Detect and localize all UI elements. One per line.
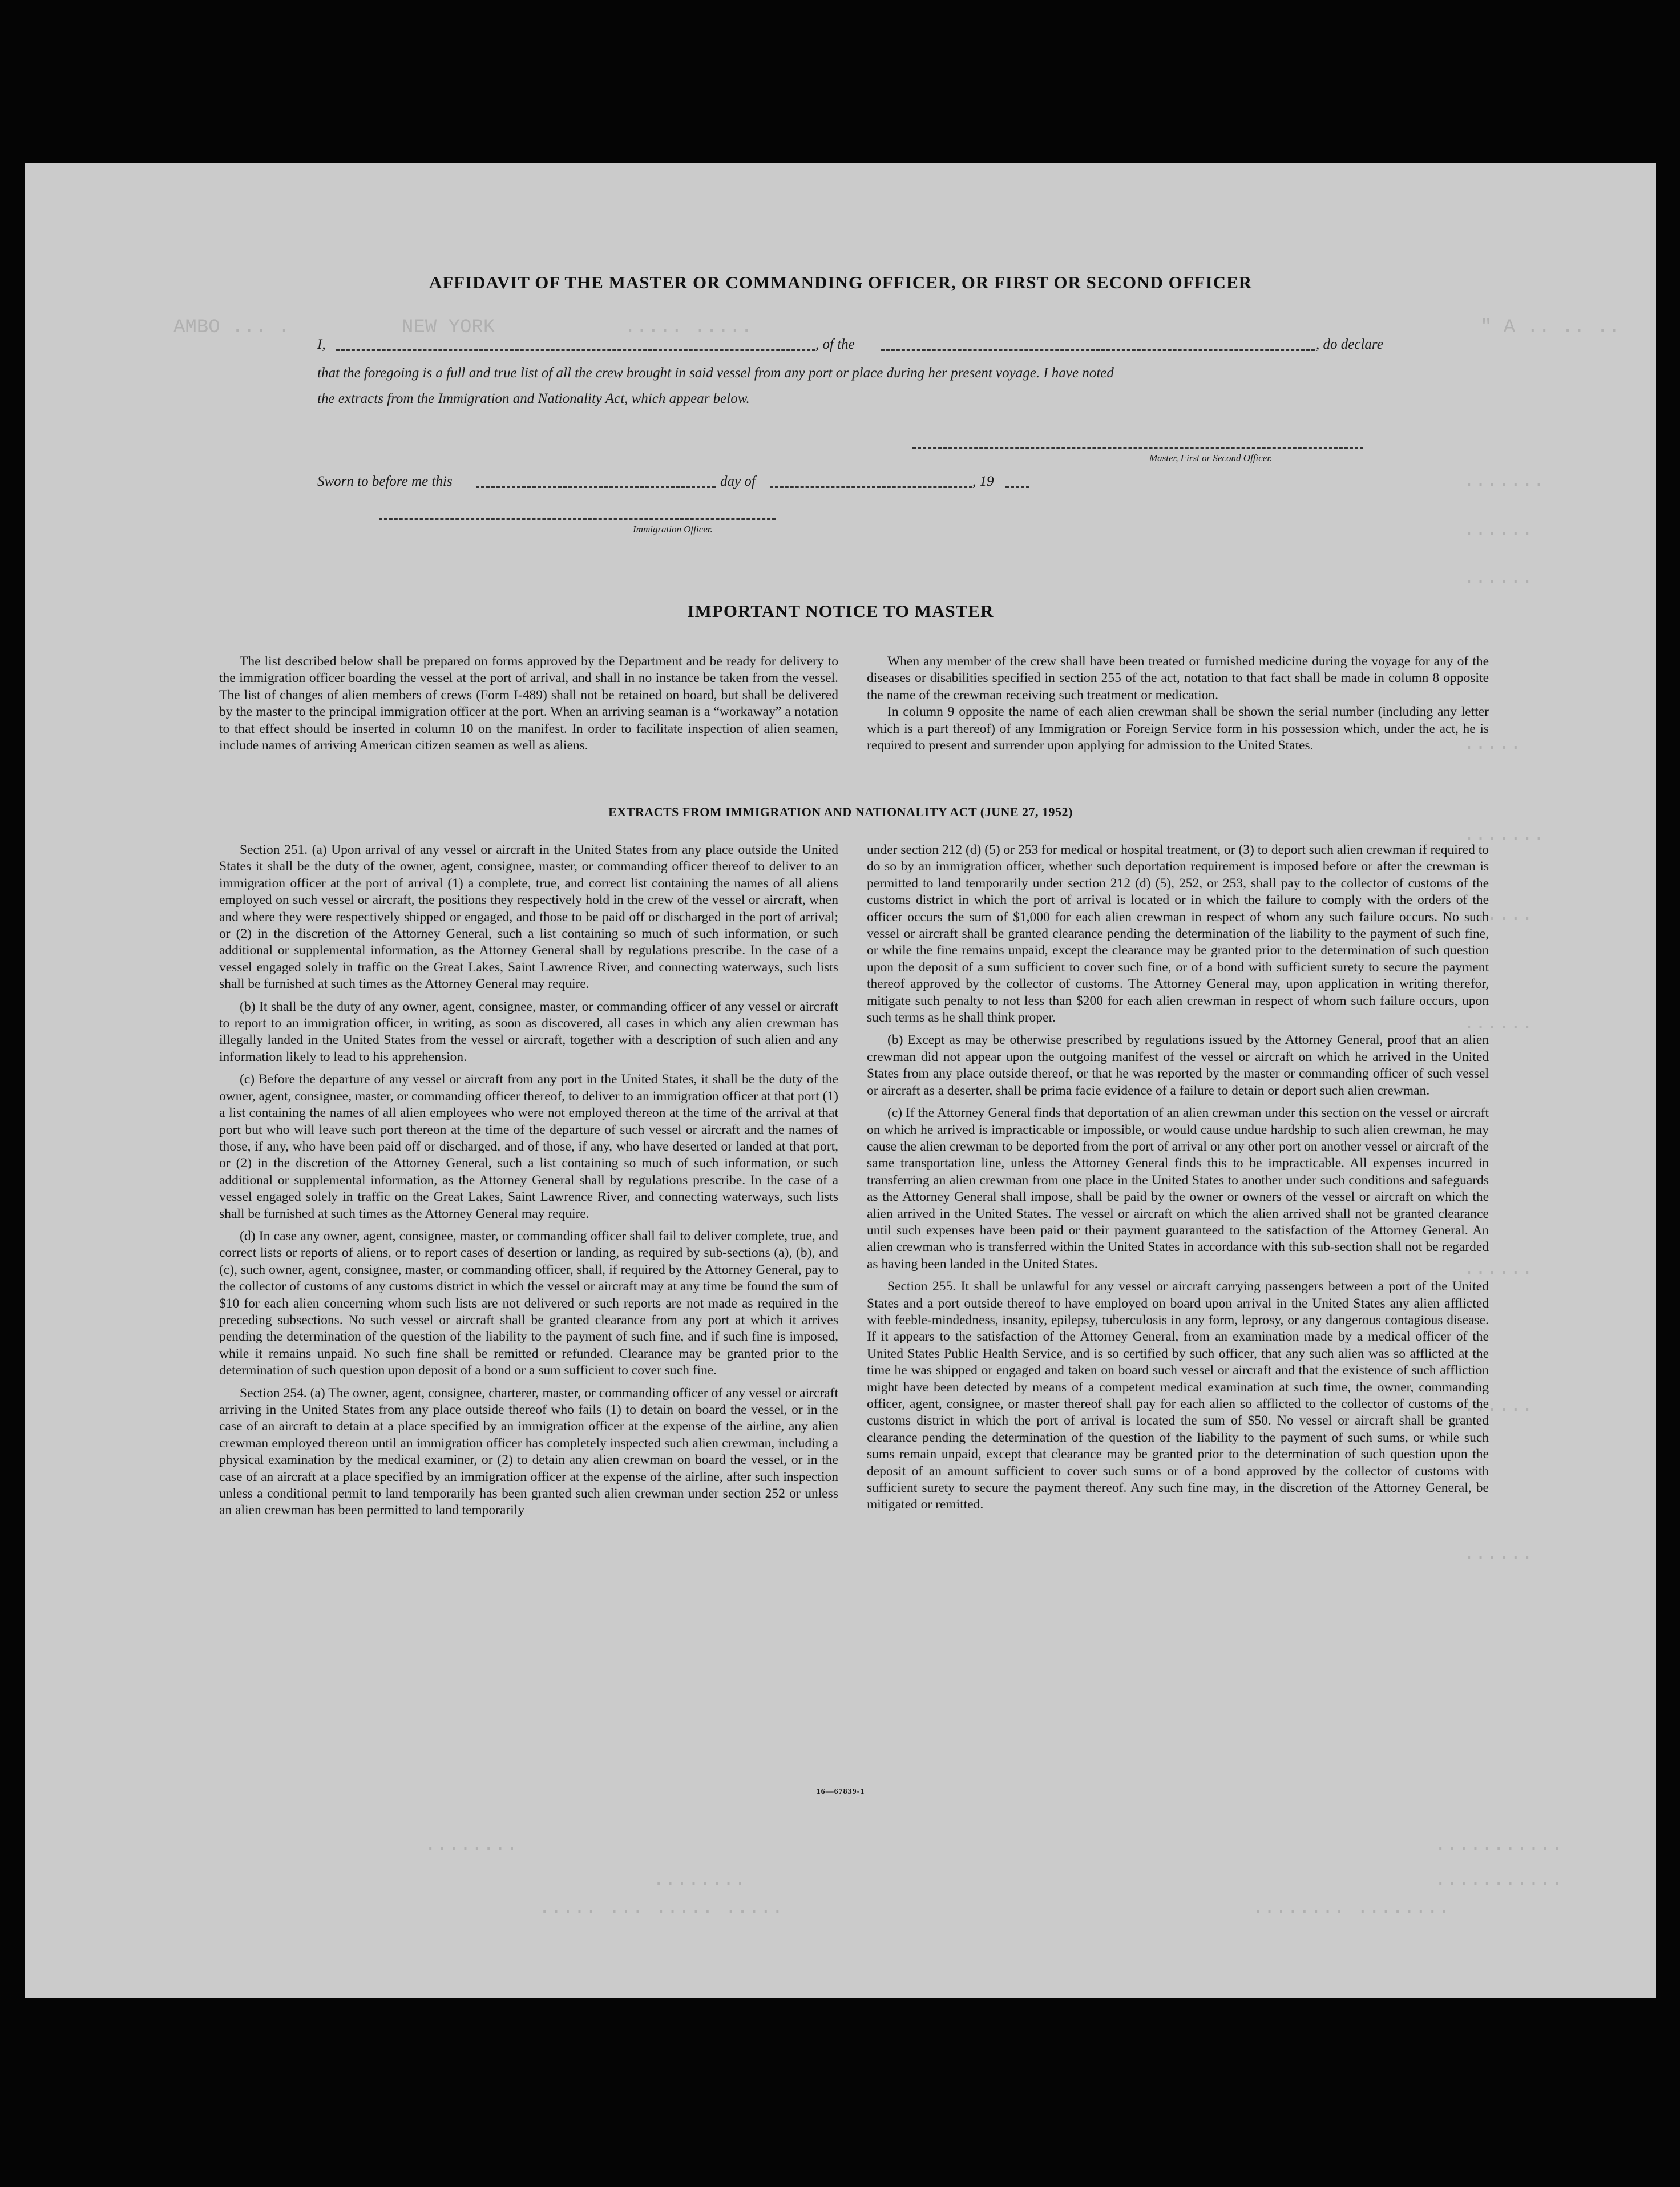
sworn-month-field[interactable] [770,486,972,488]
affidavit-title: AFFIDAVIT OF THE MASTER OR COMMANDING OFFICER, OR FIRST OR SECOND OFFICER [429,272,1253,292]
day-of-label: day of [720,474,756,489]
name-field[interactable] [336,349,815,351]
officer-caption: Immigration Officer. [633,524,713,535]
sworn-year-field[interactable] [1005,486,1029,488]
section-251c: (c) Before the departure of any vessel or aircraft from any port in the United States, it shall be the duty of the owner, agent, consignee, master, or commanding officer thereof, to deliver to an immigration officer at that port (1) a list containing the names of all alien employees who were not employed thereon at the time of the arrival at that port but who will leave such port thereon at the time of the departure of such vessel or aircraft and the names of those, if any, who have been paid off or discharged, and of those, if any, who have deserted or landed at that port, or (2) in the discretion of the Attorney General, such a list containing so much of such information, or such additional or supplemental information, as the Attorney General shall by regulations prescribe. In the case of a vessel engaged solely in traffic on the Great Lakes, Saint Lawrence River, and connecting waterways, such lists shall be furnished at such times as the Attorney General may require. [219,1072,838,1221]
section-251d: (d) In case any owner, agent, consignee, master, or commanding officer shall fail to deliver complete, true, and correct lists or reports of aliens, or to report cases of desertion or landing, as required by sub-sections (a), (b), and (c), such owner, agent, consignee, master, or commanding officer, shall, if required by the Attorney General, pay to the collector of customs of any customs district in which the vessel or aircraft may at any time be found the sum of $10 for each alien concerning whom such lists are not delivered or such reports are not made as required in the preceding subsections. No such vessel or aircraft shall be granted clearance from any port at which it arrives pending the determination of the question of the liability to the payment of such fine, and if such fine is imposed, while it remains unpaid. No such fine shall be remitted or refunded. Clearance may be granted prior to the determination of such question upon deposit of a bond or a sum sufficient to cover such fine. [219,1228,838,1378]
master-signature-line[interactable] [912,447,1363,449]
officer-signature-line[interactable] [379,518,776,520]
notice-right-column [867,653,1489,760]
page-content: AMBO ... . NEW YORK ..... ..... " A .. .. .. ....... ...... ...... ..... ....... ...... ...... ...... ...... ...... ........... ........... ........ ........ ........ ........ ..... ... ..... ..... AFFIDAVIT OF THE MASTER OR COMMANDING OFFICER, OR FIRST OR SECOND OFFICER I, , of the , do declare that the foregoing is a full and true list of all the crew brought in said vessel from any port or place during her present voyage. I have noted the extracts from the Immigration and Nationality Act, which appear below. Master, First or Second Officer. Sworn to before me this day of , 19 Immigration Officer. IMPORTANT NOTICE TO MASTER The list described below shall be prepared on forms approved by the Department and be ready for delivery to the immigration officer boarding the vessel at the port of arrival, and shall in no instance be taken from the vessel. The list of changes of alien members of crews (Form I-489) shall not be retained on board, but shall be delivered by the master to the principal immigration officer at the port. When an arriving seaman is a “workaway” a notation to that effect should be inserted in column 10 on the manifest. In order to facilitate inspection of alien seamen, include names of arriving American citizen seamen as well as aliens. When any member of the crew shall have been treated or furnished medicine during the voyage for any of the diseases or disabilities specified in section 255 of the act, notation to that fact shall be made in column 8 opposite the name of the crewman receiving such treatment or medication. In column 9 opposite the name of each alien crewman shall be shown the serial number (including any letter which is a part thereof) of any Immigration or Foreign Service form in his possession which, under the act, he is required to present and surrender upon applying for admission to the United States. EXTRACTS FROM IMMIGRATION AND NATIONALITY ACT (JUNE 27, 1952) Section 251. (a) Upon arrival of any vessel or aircraft in the United States from any place outside the United States it shall be the duty of the owner, agent, consignee, master, or commanding officer thereof to deliver to an immigration officer at the port of arrival (1) a complete, true, and correct list containing the names of all aliens employed on such vessel or aircraft, the positions they respectively hold in the crew of the vessel or aircraft, when and where they were respectively shipped or engaged, and those to be paid off or discharged in the port of arrival; or (2) in the discretion of the Attorney General, such a list containing so much of such information, or such additional or supplemental information, as the Attorney General shall by regulations prescribe. In the case of a vessel engaged solely in traffic on the Great Lakes, Saint Lawrence River, and connecting waterways, such lists shall be furnished at such times as the Attorney General may require. (b) It shall be the duty of any owner, agent, consignee, master, or commanding officer of any vessel or aircraft to report to an immigration officer, in writing, as soon as discovered, all cases in which any alien crewman has illegally landed in the United States from the vessel or aircraft, together with a description of such alien and any information likely to lead to his apprehension. (c) Before the departure of any vessel or aircraft from any port in the United States, it shall be the duty of the owner, agent, consignee, master, or commanding officer thereof, to deliver to an immigration officer at that port (1) a list containing the names of all alien employees who were not employed thereon at the time of the arrival at that port but who will leave such port thereon at the time of the departure of such vessel or aircraft and the names of those, if any, who have been paid off or discharged, and of those, if any, who have deserted or landed at that port, or (2) in the discretion of the Attorney General, such a list containing so much of such information, or such additional or supplemental information, as the Attorney General shall by regulations prescribe. In the case of a vessel engaged solely in traffic on the Great Lakes, Saint Lawrence River, and connecting waterways, such lists shall be furnished at such times as the Attorney General may require. (d) In case any owner, agent, consignee, master, or commanding officer shall fail to deliver complete, true, and correct lists or reports of aliens, or to report cases of desertion or landing, as required by sub-sections (a), (b), and (c), such owner, agent, consignee, master, or commanding officer, shall, if required by the Attorney General, pay to the collector of customs of any customs district in which the vessel or aircraft may at any time be found the sum of $10 for each alien concerning whom such lists are not delivered or such reports are not made as required in the preceding subsections. No such vessel or aircraft shall be granted clearance from any port at which it arrives pending the determination of the question of the liability to the payment of such fine, and if such fine is imposed, while it remains unpaid. No such fine shall be remitted or refunded. Clearance may be granted prior to the determination of such question upon deposit of a bond or a sum sufficient to cover such fine. Section 254. (a) The owner, agent, consignee, charterer, master, or commanding officer of any vessel or aircraft arriving in the United States from any place outside thereof who fails (1) to detain on board the vessel, or in the case of an aircraft to detain at a place specified by an immigration officer at the expense of the airline, any alien crewman employed thereon until an immigration officer has completely inspected such alien crewman, including a physical examination by the medical examiner, or (2) to detain any alien crewman on board the vessel, or in the case of an aircraft at a place specified by an immigration officer at the expense of the airline, after such inspection unless a conditional permit to land temporarily has been granted such alien crewman under section 252 or unless an alien crewman has been permitted to land temporarily under section 212 (d) (5) or 253 for medical or hospital treatment, or (3) to deport such alien crewman if required to do so by an immigration officer, whether such deportation requirement is imposed before or after the crewman is permitted to land temporarily under section 212 (d) (5), 252, or 253, shall pay to the collector of customs of the customs district in which the port of arrival is located or in which the failure to comply with the orders of the officer occurs the sum of $1,000 for each alien crewman in respect of whom any such failure occurs. No such vessel or aircraft shall be granted clearance pending the determination of the liability to the payment of such fine, or while the fine remains unpaid, except the clearance may be granted prior to the determination of such question upon the deposit of a sum sufficient to cover such fine, or of a bond with sufficient surety to secure the payment thereof approved by the collector of customs. The Attorney General may, upon application in writing therefor, mitigate such penalty to not less than $200 for each alien crewman in respect of whom such failure occurs, upon such terms as he shall think proper. (b) Except as may be otherwise prescribed by regulations issued by the Attorney General, proof that an alien crewman did not appear upon the outgoing manifest of the vessel or aircraft on which he arrived in the United States from any place outside thereof, or that he was reported by the master or commanding officer of such vessel or aircraft as a deserter, shall be prima facie evidence of a failure to detain or deport such alien crewman. (c) If the Attorney General finds that deportation of an alien crewman under this section on the vessel or aircraft on which he arrived is impracticable or impossible, or would cause undue hardship to such alien crewman, he may cause the alien crewman to be deported from the port of arrival or any other port on another vessel or aircraft of the same transportation line, unless the Attorney General finds this to be impracticable. All expenses incurred in transferring an alien crewman from one place in the United States to another under such conditions and safeguards as the Attorney General shall impose, shall be paid by the owner or owners of the vessel or aircraft on which the alien arrived in the United States. The vessel or aircraft on which the alien arrived shall not be granted clearance until such expenses have been paid or their payment guaranteed to the satisfaction of the Attorney General. An alien crewman who is transferred within the United States in accordance with this sub-section shall not be regarded as having been landed in the United States. Section 255. It shall be unlawful for any vessel or aircraft carrying passengers between a port of the United States and a port outside thereof to have employed on board upon arrival in the United States any alien afflicted with feeble-mindedness, insanity, epilepsy, tuberculosis in any form, leprosy, or any dangerous contagious disease. If it appears to the satisfaction of the Attorney General, from an examination made by a medical officer of the United States Public Health Service, and is so certified by such officer, that any such alien was so afflicted at the time he was shipped or engaged and taken on board such vessel or aircraft and that the existence of such affliction might have been detected by means of a competent medical examination at such time, the owner, commanding officer, agent, consignee, or master thereof shall pay for each alien so afflicted to the collector of customs of the customs district in which the port of arrival is located the sum of $50. No vessel or aircraft shall be granted clearance pending the determination of the question of the liability to the payment of such sums, or while such sums remain unpaid, except that clearance may be granted prior to the determination of such question upon the deposit of an amount sufficient to cover such sums or of a bond approved by the collector of customs with sufficient surety to secure the payment thereof. Any such fine may, in the discretion of the Attorney General, be mitigated or remitted. 16—67839-1 [25,163,1656,1998]
sworn-label: Sworn to before me this [317,474,453,489]
section-254a-continued: under section 212 (d) (5) or 253 for medical or hospital treatment, or (3) to deport such alien crewman if required to do so by an immigration officer, whether such deportation requirement is imposed before or after the crewman is permitted to land temporarily under section 212 (d) (5), 252, or 253, shall pay to the collector of customs of the customs district in which the port of arrival is located or in which the failure to comply with the orders of the officer occurs the sum of $1,000 for each alien crewman in respect of whom any such failure occurs. No such vessel or aircraft shall be granted clearance pending the determination of the liability to the payment of such fine, or while the fine remains unpaid, except the clearance may be granted prior to the determination of such question upon the deposit of a sum sufficient to cover such fine, or of a bond with sufficient surety to secure the payment thereof approved by the collector of customs. The Attorney General may, upon application in writing therefor, mitigate such penalty to not less than $200 for each alien crewman in respect of whom such failure occurs, upon such terms as he shall think proper. [867,842,1489,1026]
notice-paragraph: In column 9 opposite the name of each alien crewman shall be shown the serial number (including any letter which is a part thereof) of any Immigration or Foreign Service form in his possession which, under the act, he is required to present and surrender upon applying for admission to the United States. [867,704,1489,753]
extracts-right-column [867,842,1489,1519]
vessel-field[interactable] [881,349,1315,351]
notice-paragraph: When any member of the crew shall have been treated or furnished medicine during the voyage for any of the diseases or disabilities specified in section 255 of the act, notation to that fact shall be made in column 8 opposite the name of the crewman receiving such treatment or medication. [867,654,1489,703]
extracts-left-column [219,842,838,1525]
notice-paragraph: The list described below shall be prepared on forms approved by the Department and be ready for delivery to the immigration officer boarding the vessel at the port of arrival, and shall in no instance be taken from the vessel. The list of changes of alien members of crews (Form I-489) shall not be retained on board, but shall be delivered by the master to the principal immigration officer at the port. When an arriving seaman is a “workaway” a notation to that effect should be inserted in column 10 on the manifest. In order to facilitate inspection of alien seamen, include names of arriving American citizen seamen as well as aliens. [219,654,838,753]
affidavit-extracts-line: the extracts from the Immigration and Nationality Act, which appear below. [317,391,750,406]
master-caption: Master, First or Second Officer. [1149,453,1273,463]
affidavit-statement-line: that the foregoing is a full and true list of all the crew brought in said vessel from any port or place during her present voyage. I have noted [317,365,1114,381]
extracts-title: EXTRACTS FROM IMMIGRATION AND NATIONALITY ACT (JUNE 27, 1952) [608,805,1073,819]
year-label: , 19 [972,474,994,489]
affidavit-i-label: I, [317,337,326,352]
affidavit-declare-label: , do declare [1316,337,1383,352]
section-254b: (b) Except as may be otherwise prescribed by regulations issued by the Attorney General, proof that an alien crewman did not appear upon the outgoing manifest of the vessel or aircraft on which he arrived in the United States from any place outside thereof, or that he was reported by the master or commanding officer of such vessel or aircraft as a deserter, shall be prima facie evidence of a failure to detain or deport such alien crewman. [867,1032,1489,1098]
section-251b: (b) It shall be the duty of any owner, agent, consignee, master, or commanding officer of any vessel or aircraft to report to an immigration officer, in writing, as soon as discovered, all cases in which any alien crewman has illegally landed in the United States from the vessel or aircraft, together with a description of such alien and any information likely to lead to his apprehension. [219,999,838,1064]
notice-left-column [219,653,838,760]
sworn-day-field[interactable] [476,486,716,488]
section-251a: Section 251. (a) Upon arrival of any vessel or aircraft in the United States from any place outside the United States it shall be the duty of the owner, agent, consignee, master, or commanding officer thereof to deliver to an immigration officer at the port of arrival (1) a complete, true, and correct list containing the names of all aliens employed on such vessel or aircraft, the positions they respectively hold in the crew of the vessel or aircraft, when and where they were respectively shipped or engaged, and those to be paid off or discharged in the port of arrival; or (2) in the discretion of the Attorney General, such a list containing so much of such information, or such additional or supplemental information, as the Attorney General shall by regulations prescribe. In the case of a vessel engaged solely in traffic on the Great Lakes, Saint Lawrence River, and connecting waterways, such lists shall be furnished at such times as the Attorney General may require. [219,842,838,992]
notice-title: IMPORTANT NOTICE TO MASTER [687,601,994,621]
section-254c: (c) If the Attorney General finds that deportation of an alien crewman under this section on the vessel or aircraft on which he arrived is impracticable or impossible, or would cause undue hardship to such alien crewman, he may cause the alien crewman to be deported from the port of arrival or any other port on another vessel or aircraft of the same transportation line, unless the Attorney General finds this to be impracticable. All expenses incurred in transferring an alien crewman from one place in the United States to another under such conditions and safeguards as the Attorney General shall impose, shall be paid by the owner or owners of the vessel or aircraft on which the alien arrived in the United States. The vessel or aircraft on which the alien arrived shall not be granted clearance until such expenses have been paid or their payment guaranteed to the satisfaction of the Attorney General. An alien crewman who is transferred within the United States in accordance with this sub-section shall not be regarded as having been landed in the United States. [867,1105,1489,1272]
section-255: Section 255. It shall be unlawful for any vessel or aircraft carrying passengers between a port of the United States and a port outside thereof to have employed on board upon arrival in the United States any alien afflicted with feeble-mindedness, insanity, epilepsy, tuberculosis in any form, leprosy, or any dangerous contagious disease. If it appears to the satisfaction of the Attorney General, from an examination made by a medical officer of the United States Public Health Service, and is so certified by such officer, that any such alien was so afflicted at the time he was shipped or engaged and taken on board such vessel or aircraft and that the existence of such affliction might have been detected by means of a competent medical examination at such time, the owner, commanding officer, agent, consignee, or master thereof shall pay for each alien so afflicted to the collector of customs of the customs district in which the port of arrival is located the sum of $50. No vessel or aircraft shall be granted clearance pending the determination of the question of the liability to the payment of such sums, or while such sums remain unpaid, except that clearance may be granted prior to the determination of such question upon the deposit of an amount sufficient to cover such sums or of a bond approved by the collector of customs with sufficient surety to secure the payment thereof. Any such fine may, in the discretion of the Attorney General, be mitigated or remitted. [867,1279,1489,1512]
affidavit-of-the-label: , of the [815,337,855,352]
section-254a: Section 254. (a) The owner, agent, consignee, charterer, master, or commanding officer of any vessel or aircraft arriving in the United States from any place outside thereof who fails (1) to detain on board the vessel, or in the case of an aircraft to detain at a place specified by an immigration officer at the expense of the airline, any alien crewman employed thereon until an immigration officer has completely inspected such alien crewman, including a physical examination by the medical examiner, or (2) to detain any alien crewman on board the vessel, or in the case of an aircraft at a place specified by an immigration officer at the expense of the airline, after such inspection unless a conditional permit to land temporarily has been granted such alien crewman under section 252 or unless an alien crewman has been permitted to land temporarily [219,1385,838,1518]
document-page [25,163,1656,1998]
form-number: 16—67839-1 [816,1787,865,1796]
